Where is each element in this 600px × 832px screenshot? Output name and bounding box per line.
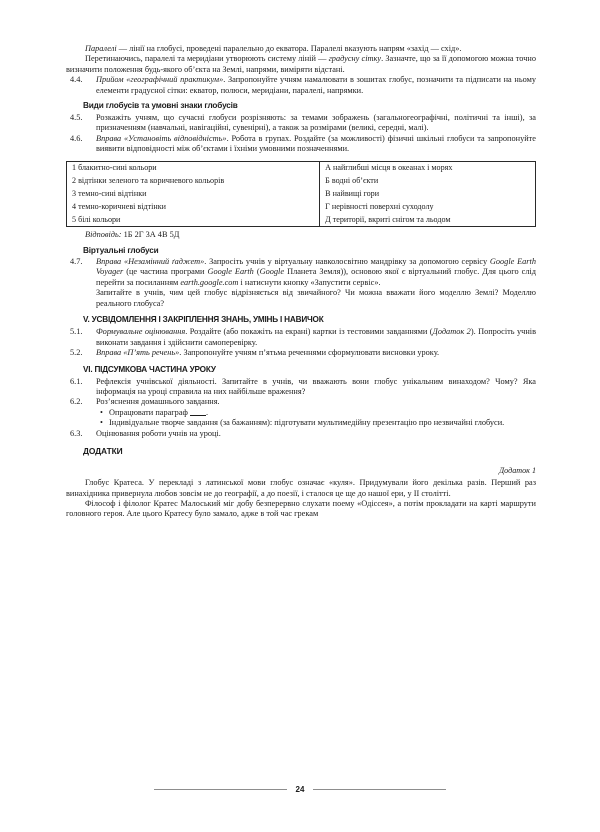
list-item-6-1 xyxy=(66,377,536,398)
list-item-4-4 xyxy=(66,75,536,96)
appendix-paragraph-2: Філософ і філолог Кратес Малоський міг добу безперервно слухати поему «Одіссея», а потім прокладати на карті маршрути головного героя. Але цього Кратесу було замало, адже в той час грекам xyxy=(66,499,536,519)
list-number-4-7: 4.7. xyxy=(70,256,83,266)
item-5-1-body-a: . Роздайте (або покажіть на екрані) картки із тестовими завданнями ( xyxy=(185,327,433,337)
list-number-6-1: 6.1. xyxy=(70,376,83,386)
matching-left-2: 3 темно-сині відтінки xyxy=(72,188,147,198)
paragraph-parallels xyxy=(66,44,536,54)
term-gradusna-sitka: градусну сітку xyxy=(328,54,382,64)
item-4-7-body-b: (це частина програми xyxy=(123,267,208,277)
table-cell-objects xyxy=(67,161,320,227)
list-number-4-4: 4.4. xyxy=(70,75,83,85)
item-4-7-body-e: і натиснути кнопку «Запустити сервіс». xyxy=(238,277,381,287)
paragraph-parallels-text: — лінії на глобусі, проведені паралельно до екватора. Паралелі вказують напрям «захід — схід». xyxy=(116,44,462,53)
appendix-paragraph-1: Глобус Кратеса. У перекладі з латинської мови глобус означає «куля». Придумували його декілька разів. Перший раз винахідника привернула любов зовсім не до географії, а до поезії, і сталося це ще до нашої ери, у II столітті. xyxy=(66,478,536,498)
list-item-4-5 xyxy=(66,113,536,134)
page-footer xyxy=(0,785,600,794)
section-heading-v: V. УСВІДОМЛЕННЯ І ЗАКРІПЛЕННЯ ЗНАНЬ, УМІНЬ І НАВИЧОК xyxy=(83,315,324,325)
list-item-5-2 xyxy=(66,348,536,358)
heading-appendices: ДОДАТКИ xyxy=(83,446,123,457)
matching-right-2: В найвищі гори xyxy=(325,188,380,198)
item-5-1-title: Формувальне оцінювання xyxy=(96,327,186,337)
paragraph-grid xyxy=(66,54,536,75)
list-item-homework-2 xyxy=(100,418,536,428)
list-item-4-7 xyxy=(66,257,536,309)
bullet-icon: • xyxy=(100,407,103,417)
paragraph-grid-text-b: . Зазначте, що за її допомогою можна точно визначити положення будь-якого об’єкта на Землі, напрями, виміряти відстані. xyxy=(66,54,536,74)
table-row xyxy=(67,161,536,227)
matching-left-0: 1 блакитно-сині кольори xyxy=(72,163,157,173)
matching-right-1: Б водні об’єкти xyxy=(325,175,379,185)
matching-answer-label: Відповідь: xyxy=(85,230,122,240)
list-text-6-3: Оцінювання роботи учнів на уроці. xyxy=(96,428,221,438)
list-text-5-1 xyxy=(96,327,536,348)
item-5-2-body: . Запропонуйте учням п’ятьма реченнями сформулювати висновки уроку. xyxy=(179,348,440,358)
homework-text-1-b: . xyxy=(205,407,209,417)
list-number-5-1: 5.1. xyxy=(70,327,83,337)
list-number-6-2: 6.2. xyxy=(70,397,83,407)
service-link-earth-google[interactable]: earth.google.com xyxy=(180,277,239,287)
list-number-6-3: 6.3. xyxy=(70,428,83,438)
matching-right-3: Г нерівності поверхні суходолу xyxy=(325,201,434,211)
matching-left-3: 4 темно-коричневі відтінки xyxy=(72,201,166,211)
matching-right-0: А найглибші місця в океанах і морях xyxy=(325,163,453,173)
list-text-4-5: Розкажіть учням, що сучасні глобуси розрізняють: за темами зображень (загальногеографічні, політичні та інші), за призначенням (навчальні, навігаційні, сувенірні), а також за розмірами (великі, середні, малі). xyxy=(96,112,536,133)
homework-text-1 xyxy=(109,408,536,418)
list-item-6-3 xyxy=(66,429,536,439)
section-heading-vi: VI. ПІДСУМКОВА ЧАСТИНА УРОКУ xyxy=(83,364,216,374)
item-5-1-body-b: ). Попросіть учнів виконати завдання і здійснити самоперевірку. xyxy=(96,327,537,347)
list-text-4-6 xyxy=(96,134,536,155)
list-item-6-2 xyxy=(66,397,536,407)
appendix-label: Додаток 1 xyxy=(499,465,536,475)
subheading-globe-types: Види глобусів та умовні знаки глобусів xyxy=(83,101,238,111)
item-4-7-body-d: Планета Земля)), основою якої є віртуальний глобус. Для цього слід перейти за посиланням xyxy=(96,267,536,287)
table-cell-meanings xyxy=(320,161,536,227)
homework-text-2: Індивідуальне творче завдання (за бажанням): підготувати мультимедійну презентацію про незвичайні глобуси. xyxy=(109,418,505,428)
matching-table-body xyxy=(67,161,536,227)
list-text-4-4 xyxy=(96,75,536,96)
service-name-voyager: Google Earth Voyager xyxy=(96,256,536,277)
item-4-7-body-a: . Запросіть учнів у віртуальну навколосвітню мандрівку за допомогою сервісу xyxy=(204,256,490,266)
item-4-7-followup: Запитайте в учнів, чим цей глобус відрізняється від звичайного? Чи можна вважати його моделлю Землі? Моделлю реального глобуса? xyxy=(96,288,536,308)
service-name-google-earth: Google Earth xyxy=(207,267,254,277)
item-4-6-body: . Робота в групах. Роздайте (за можливості) фізичні шкільні глобуси та запропонуйте виявити відповідності між об’єктами і їхніми умовними позначеннями. xyxy=(96,133,536,154)
item-5-2-title: Вправа «П’ять речень» xyxy=(96,348,180,358)
homework-text-1-a: Опрацювати параграф xyxy=(109,407,190,417)
list-text-5-2 xyxy=(96,348,536,358)
page-number: 24 xyxy=(295,785,305,794)
bullet-icon: • xyxy=(100,418,103,428)
matching-right-4: Д території, вкриті снігом та льодом xyxy=(325,214,451,224)
subheading-virtual-globes: Віртуальні глобуси xyxy=(83,245,159,255)
matching-answer-value: 1Б 2Г 3А 4В 5Д xyxy=(121,230,180,240)
list-number-5-2: 5.2. xyxy=(70,348,83,358)
list-item-homework-1 xyxy=(100,408,536,418)
item-4-7-title: Вправа «Незамінний ґаджет» xyxy=(96,256,205,266)
fill-in-blank xyxy=(190,415,206,416)
list-item-4-6 xyxy=(66,134,536,155)
reference-dodatok-2: Додаток 2 xyxy=(432,327,471,337)
item-4-4-body: . Запропонуйте учням намалювати в зошитах глобус, позначити та підписати на ньому елементи градусної сітки: екватор, полюси, меридіани, паралелі, напрямки. xyxy=(96,75,537,95)
matching-table xyxy=(66,161,536,228)
list-text-6-1: Рефлексія учнівської діяльності. Запитайте в учнів, чи вважають вони глобус унікальним винаходом? Чому? Яка інформація на уроці справила на них найбільше враження? xyxy=(96,376,536,396)
list-item-5-1 xyxy=(66,327,536,348)
matching-answer xyxy=(85,230,536,240)
item-4-6-title: Вправа «Установіть відповідність» xyxy=(96,133,227,143)
list-number-4-5: 4.5. xyxy=(70,112,83,122)
service-name-google: Google xyxy=(259,267,285,277)
list-text-4-7 xyxy=(96,257,536,309)
item-4-4-title: Прийом «географічний практикум» xyxy=(96,75,224,85)
term-paralleli: Паралелі xyxy=(85,44,117,53)
list-number-4-6: 4.6. xyxy=(70,133,83,143)
item-4-7-body-c: ( xyxy=(253,267,260,277)
footer-rule-right xyxy=(313,789,446,790)
matching-left-4: 5 білі кольори xyxy=(72,214,121,224)
matching-left-1: 2 відтінки зеленого та коричневого кольорів xyxy=(72,175,225,185)
list-text-6-2: Роз’яснення домашнього завдання. xyxy=(96,397,220,407)
footer-rule-left xyxy=(154,789,287,790)
paragraph-grid-text-a: Перетинаючись, паралелі та меридіани утворюють систему ліній — xyxy=(85,54,329,64)
